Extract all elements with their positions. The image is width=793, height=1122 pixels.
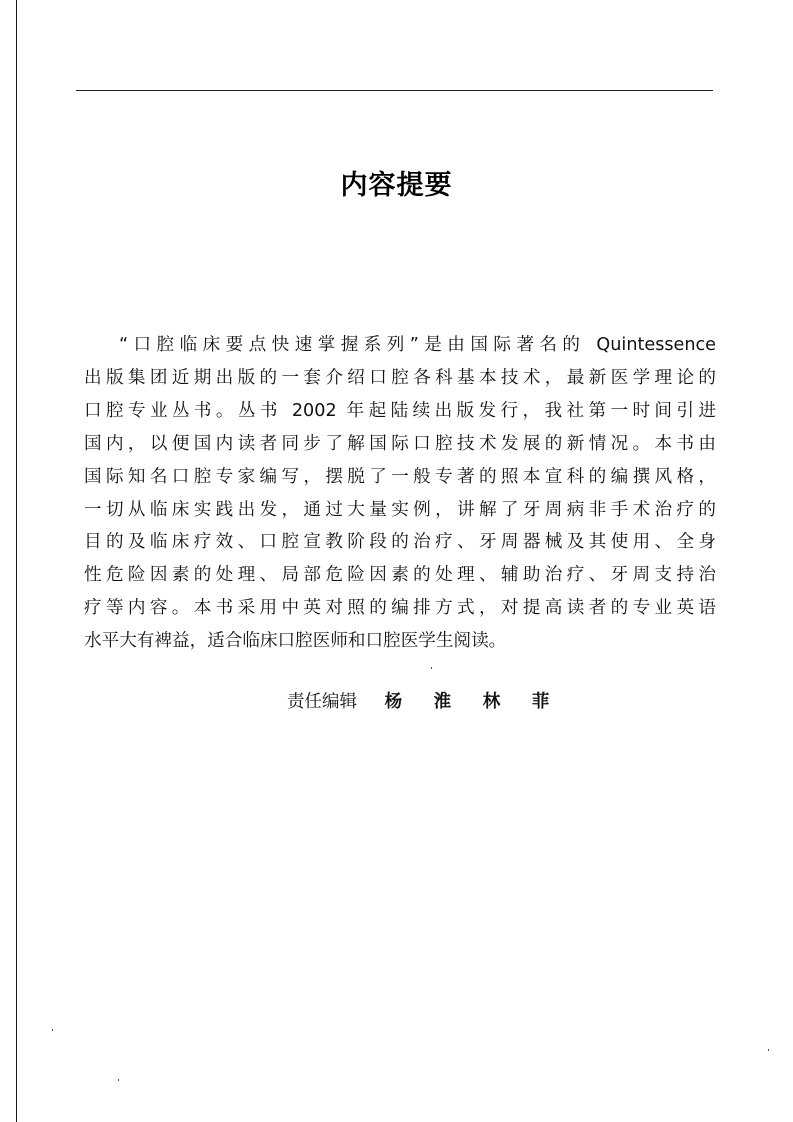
page-title: 内容提要 (340, 170, 453, 201)
paragraph-line: 国内，以便国内读者同步了解国际口腔技术发展的新情况。本书由 (84, 433, 716, 454)
paragraph-line: 一切从临床实践出发，通过大量实例，讲解了牙周病非手术治疗的 (84, 499, 716, 520)
editor-label: 责任编辑 (287, 692, 357, 712)
editor-name-char: 林 (482, 692, 501, 712)
scan-speck (768, 1049, 769, 1051)
editor-name-char: 菲 (531, 692, 550, 712)
paragraph-line: 口腔专业丛书。丛书 2002 年起陆续出版发行，我社第一时间引进 (84, 400, 716, 421)
paragraph-line: 国际知名口腔专家编写，摆脱了一般专著的照本宣科的编撰风格， (84, 466, 716, 487)
summary-paragraph (84, 329, 716, 658)
paragraph-line: 目的及临床疗效、口腔宣教阶段的治疗、牙周器械及其使用、全身 (84, 532, 716, 553)
paragraph-line: “口腔临床要点快速掌握系列”是由国际著名的 Quintessence (119, 335, 716, 355)
header-rule (76, 90, 713, 91)
scan-speck (52, 1029, 53, 1031)
editor-name-char: 杨 (384, 692, 403, 712)
paragraph-line: 性危险因素的处理、局部危险因素的处理、辅助治疗、牙周支持治 (84, 565, 716, 586)
scan-speck (118, 1079, 119, 1081)
editor-name-char: 淮 (433, 692, 452, 712)
paragraph-line: 疗等内容。本书采用中英对照的编排方式，对提高读者的专业英语 (84, 598, 716, 619)
paragraph-line: 出版集团近期出版的一套介绍口腔各科基本技术，最新医学理论的 (84, 367, 716, 388)
responsible-editor (287, 688, 575, 713)
paragraph-line: 水平大有裨益，适合临床口腔医师和口腔医学生阅读。 (84, 631, 507, 652)
scan-speck (431, 667, 432, 669)
